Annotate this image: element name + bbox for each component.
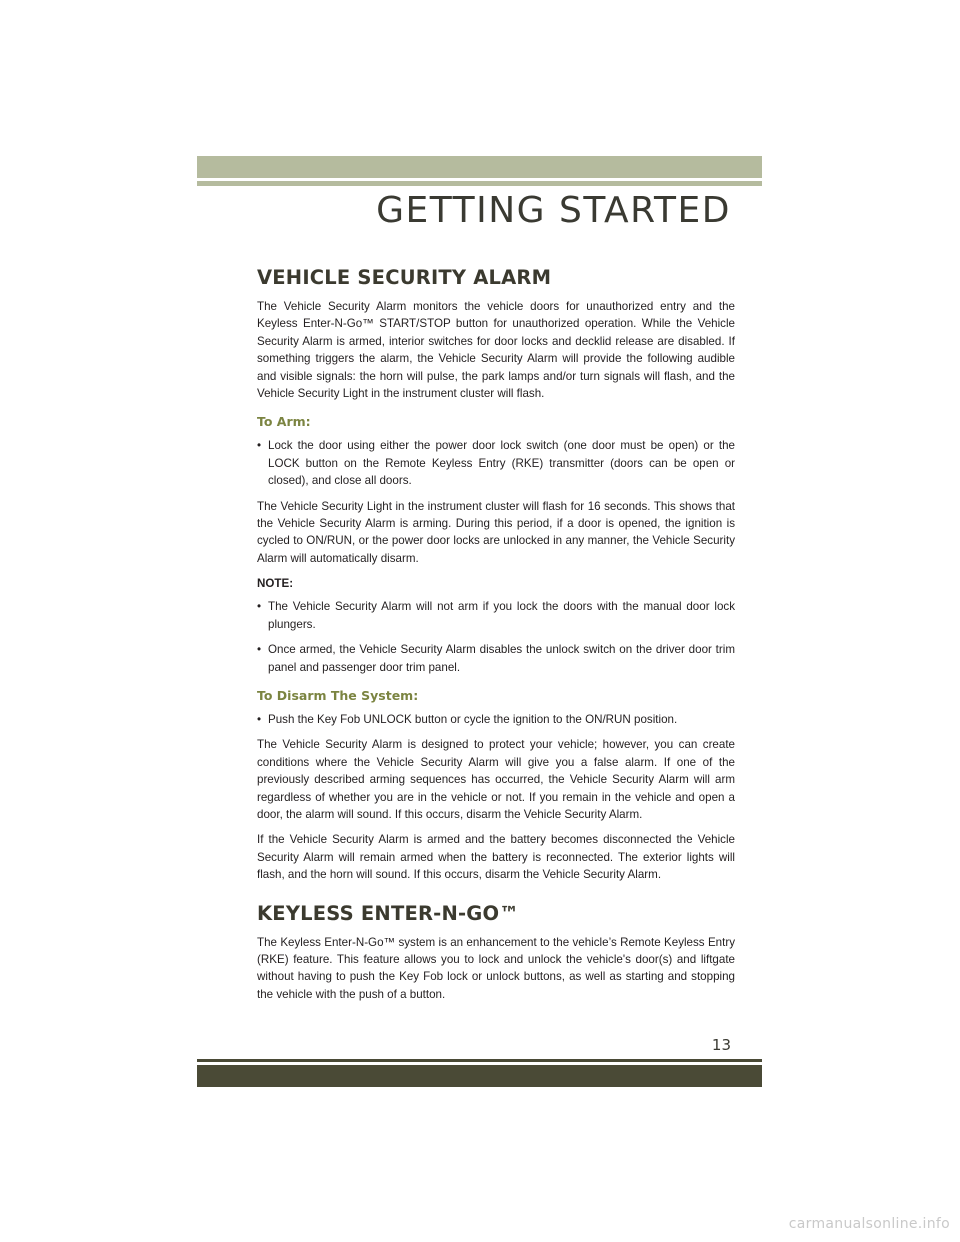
- watermark: carmanualsonline.info: [788, 1216, 950, 1232]
- header-rule: [197, 181, 762, 186]
- footer-rule: [197, 1059, 762, 1062]
- page-number: 13: [711, 1036, 731, 1054]
- bullet-icon: •: [257, 600, 262, 614]
- bullet-icon: •: [257, 712, 262, 726]
- page-content: [257, 266, 735, 1011]
- paragraph-intro: The Vehicle Security Alarm monitors the vehicle doors for unauthorized entry and the Keyless Enter-N-Go™ START/STOP button for unauthorized operation. While the Vehicle Security Alarm is armed, interior switches for door locks and decklid release are disabled. If something triggers the alarm, the Vehicle Security Alarm will provide the following audible and visible signals: the horn will pulse, the park lamps and/or turn signals will flash, and the Vehicle Security Light in the instrument cluster will flash.: [257, 300, 735, 401]
- list-item: • Once armed, the Vehicle Security Alarm disables the unlock switch on the driver door trim panel and passenger door trim panel.: [257, 643, 735, 674]
- disarm-bullet-list: [257, 711, 735, 728]
- note-bullet-list: [257, 598, 735, 676]
- bullet-icon: •: [257, 439, 262, 453]
- footer-band: [197, 1065, 762, 1087]
- subheading-to-disarm: To Disarm The System:: [257, 687, 419, 703]
- paragraph-arming: The Vehicle Security Light in the instrument cluster will flash for 16 seconds. This shows that the Vehicle Security Alarm is arming. During this period, if a door is opened, the ignition is cycled to ON/RUN, or the power door locks are unlocked in any manner, the Vehicle Security Alarm will automatically disarm.: [257, 499, 735, 565]
- list-item: • Push the Key Fob UNLOCK button or cycle the ignition to the ON/RUN position.: [257, 711, 735, 728]
- heading-keyless-enter-n-go: KEYLESS ENTER-N-GO™: [257, 901, 519, 925]
- note-label: NOTE:: [257, 577, 294, 591]
- paragraph-battery: If the Vehicle Security Alarm is armed and the battery becomes disconnected the Vehicle Security Alarm will remain armed when the battery is reconnected. The exterior lights will flash, and the horn will sound. If this occurs, disarm the Vehicle Security Alarm.: [257, 833, 735, 882]
- heading-vehicle-security-alarm: VEHICLE SECURITY ALARM: [257, 266, 552, 289]
- paragraph-false-alarm: The Vehicle Security Alarm is designed to protect your vehicle; however, you can create conditions where the Vehicle Security Alarm will give you a false alarm. If one of the previously described arming sequences has occurred, the Vehicle Security Alarm will arm regardless of whether you are in the vehicle or not. If you remain in the vehicle and open a door, the alarm will sound. If this occurs, disarm the Vehicle Security Alarm.: [257, 738, 735, 821]
- arm-bullet-list: [257, 437, 735, 489]
- list-item: • The Vehicle Security Alarm will not arm if you lock the doors with the manual door lock plungers.: [257, 600, 735, 631]
- bullet-icon: •: [257, 643, 262, 657]
- paragraph-keyless: The Keyless Enter-N-Go™ system is an enhancement to the vehicle’s Remote Keyless Entry (RKE) feature. This feature allows you to lock and unlock the vehicle's door(s) and liftgate without having to push the Key Fob lock or unlock buttons, as well as starting and stopping the vehicle with the push of a button.: [257, 935, 735, 1001]
- subheading-to-arm: To Arm:: [257, 414, 311, 430]
- section-title: GETTING STARTED: [376, 190, 731, 231]
- list-item: • Lock the door using either the power door lock switch (one door must be open) or the LOCK button on the Remote Keyless Entry (RKE) transmitter (doors can be open or closed), and close all doors.: [257, 439, 735, 488]
- header-band: [197, 156, 762, 178]
